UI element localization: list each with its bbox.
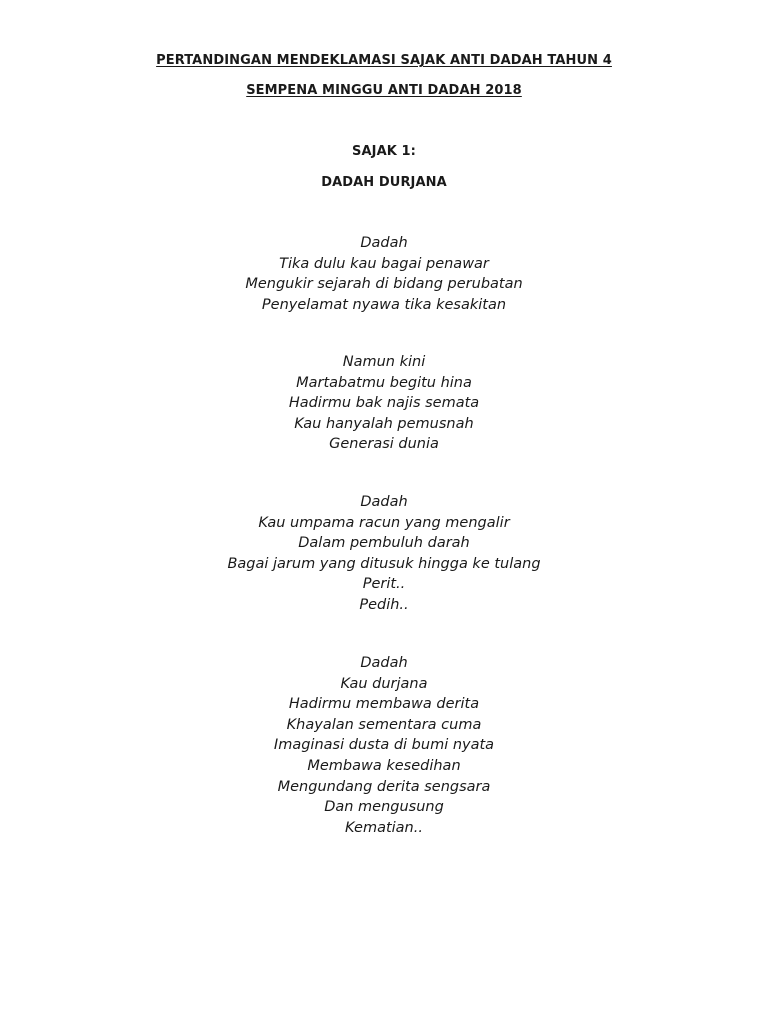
poem-line: Dadah [360,235,408,251]
poem-line: Namun kini [342,354,426,370]
poem-stanza-4 [0,653,768,838]
poem-line: Generasi dunia [329,436,439,453]
poem-line: Imaginasi dusta di bumi nyata [273,737,495,754]
poem-line: Martabatmu begitu hina [296,374,472,391]
poem-line: Pedih.. [359,596,409,613]
poem-line: Kau durjana [340,675,428,692]
poem-line: Kematian.. [345,819,423,836]
poem-line: Penyelamat nyawa tika kesakitan [261,296,507,313]
poem-line: Dan mengusung [324,799,444,816]
poem-line: Khayalan sementara cuma [286,716,482,733]
poem-line: Hadirmu bak najis semata [288,395,480,412]
poem-line: Bagai jarum yang ditusuk hingga ke tulang [227,555,541,572]
poem-stanza-2 [0,352,768,455]
poem-stanza-1 [0,233,768,315]
poem-line: Dalam pembuluh darah [298,535,470,552]
poem-line: Hadirmu membawa derita [288,696,480,713]
poem-line: Tika dulu kau bagai penawar [279,255,489,272]
document-title-line-1: PERTANDINGAN MENDEKLAMASI SAJAK ANTI DADAH TAHUN 4 [156,53,612,68]
poem-line: Dadah [360,494,408,510]
poem-number-label: SAJAK 1: [352,144,416,159]
poem-line: Perit.. [362,576,406,593]
poem-line: Dadah [360,655,408,671]
poem-line: Membawa kesedihan [307,757,461,774]
poem-line: Mengukir sejarah di bidang perubatan [245,276,523,293]
poem-line: Kau hanyalah pemusnah [294,415,474,432]
poem-stanza-3 [0,492,768,616]
document-title-line-2: SEMPENA MINGGU ANTI DADAH 2018 [246,83,522,98]
poem-title: DADAH DURJANA [321,175,447,190]
poem-line: Kau umpama racun yang mengalir [258,514,510,531]
poem-line: Mengundang derita sengsara [277,778,491,795]
